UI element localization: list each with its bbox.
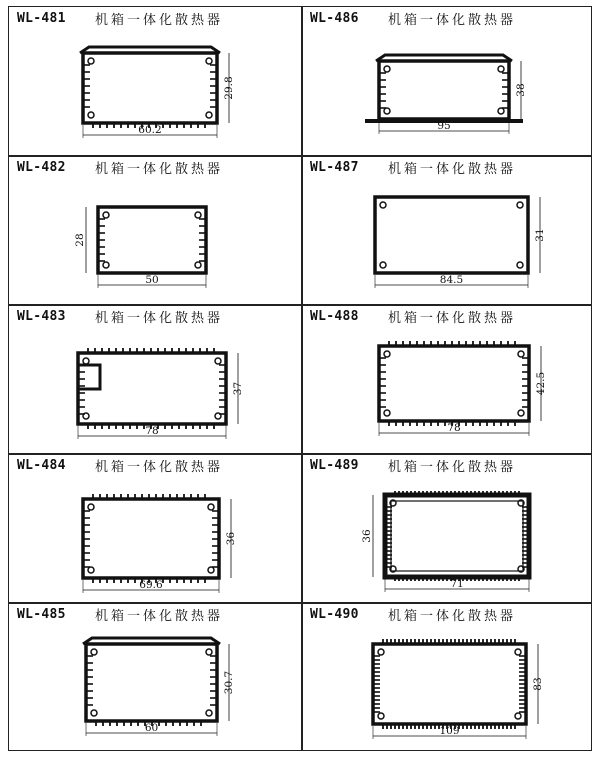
screw-boss xyxy=(517,262,523,268)
profile-code: WL-488 xyxy=(310,309,359,324)
screw-boss xyxy=(91,710,97,716)
screw-boss xyxy=(215,413,221,419)
profile-title: 机箱一体化散热器 xyxy=(388,609,517,624)
profile-cell-wl-481 xyxy=(9,7,301,156)
dimension-height-label: 38 xyxy=(515,83,527,97)
screw-boss xyxy=(384,410,390,416)
profile-title: 机箱一体化散热器 xyxy=(95,162,224,177)
housing-wall xyxy=(385,495,529,577)
profile-outline xyxy=(379,341,529,426)
screw-boss xyxy=(515,649,521,655)
screw-boss xyxy=(517,202,523,208)
profile-code: WL-486 xyxy=(310,11,359,26)
profile-title: 机箱一体化散热器 xyxy=(95,13,224,28)
profile-drawing xyxy=(9,603,301,752)
profile-drawing xyxy=(302,156,594,305)
screw-boss xyxy=(195,212,201,218)
dimension-height-label: 83 xyxy=(532,677,544,691)
dimension-height-label: 30.7 xyxy=(223,670,235,695)
profile-cell-wl-485 xyxy=(9,603,301,752)
profile-outline xyxy=(373,639,526,729)
screw-boss xyxy=(83,358,89,364)
profile-code: WL-482 xyxy=(17,160,66,175)
profile-cell-wl-486 xyxy=(302,7,594,156)
profile-title: 机箱一体化散热器 xyxy=(388,311,517,326)
screw-boss xyxy=(206,649,212,655)
dimension-width-label: 50 xyxy=(145,274,159,286)
screw-boss xyxy=(378,713,384,719)
profile-cell-wl-482 xyxy=(9,156,301,305)
profile-drawing xyxy=(9,156,301,305)
profile-drawing xyxy=(302,305,594,454)
profile-title: 机箱一体化散热器 xyxy=(95,311,224,326)
profile-outline xyxy=(375,197,528,273)
profile-cell-wl-490 xyxy=(302,603,594,752)
housing-wall xyxy=(83,499,219,578)
screw-boss xyxy=(515,713,521,719)
screw-boss xyxy=(195,262,201,268)
screw-boss xyxy=(498,66,504,72)
screw-boss xyxy=(498,108,504,114)
screw-boss xyxy=(83,413,89,419)
profile-title: 机箱一体化散热器 xyxy=(388,162,517,177)
profile-outline xyxy=(83,494,219,583)
screw-boss xyxy=(384,108,390,114)
dimension-width-label: 78 xyxy=(145,425,159,437)
screw-boss xyxy=(88,112,94,118)
dimension-width-label: 60 xyxy=(144,722,159,734)
screw-boss xyxy=(380,202,386,208)
profile-drawing xyxy=(302,7,594,156)
dimension-width-label: 78 xyxy=(447,422,461,434)
dimension-height-label: 37 xyxy=(232,381,244,396)
screw-boss xyxy=(206,112,212,118)
screw-boss xyxy=(384,351,390,357)
housing-wall xyxy=(83,53,217,123)
profile-catalog-grid xyxy=(8,6,592,751)
profile-code: WL-489 xyxy=(310,458,359,473)
screw-boss xyxy=(88,567,94,573)
dimension-height-label: 31 xyxy=(534,228,546,242)
profile-title: 机箱一体化散热器 xyxy=(388,13,517,28)
housing-wall xyxy=(375,197,528,273)
screw-boss xyxy=(103,262,109,268)
dimension-height-label: 42.5 xyxy=(535,371,547,396)
profile-outline xyxy=(98,207,206,273)
profile-title: 机箱一体化散热器 xyxy=(388,460,517,475)
screw-boss xyxy=(88,58,94,64)
screw-boss xyxy=(518,351,524,357)
profile-cell-wl-484 xyxy=(9,454,301,603)
screw-boss xyxy=(206,58,212,64)
profile-drawing xyxy=(302,454,594,603)
profile-outline xyxy=(365,55,523,123)
screw-boss xyxy=(88,504,94,510)
profile-cell-wl-488 xyxy=(302,305,594,454)
dimension-width-label: 69.6 xyxy=(139,579,163,591)
profile-drawing xyxy=(9,454,301,603)
profile-outline xyxy=(385,491,529,581)
housing-wall xyxy=(379,61,509,119)
housing-wall xyxy=(373,644,526,724)
housing-wall xyxy=(379,346,529,421)
screw-boss xyxy=(518,410,524,416)
screw-boss xyxy=(378,649,384,655)
profile-cell-wl-487 xyxy=(302,156,594,305)
profile-cell-wl-483 xyxy=(9,305,301,454)
screw-boss xyxy=(208,504,214,510)
profile-title: 机箱一体化散热器 xyxy=(95,609,224,624)
dimension-width-label: 95 xyxy=(437,120,451,132)
profile-code: WL-490 xyxy=(310,607,359,622)
profile-code: WL-485 xyxy=(17,607,66,622)
housing-wall xyxy=(86,644,217,721)
housing-wall xyxy=(98,207,206,273)
screw-boss xyxy=(206,710,212,716)
dimension-height-label: 29.8 xyxy=(223,76,235,100)
screw-boss xyxy=(91,649,97,655)
screw-boss xyxy=(380,262,386,268)
dimension-height-label: 36 xyxy=(225,531,237,546)
screw-boss xyxy=(103,212,109,218)
screw-boss xyxy=(215,358,221,364)
profile-code: WL-483 xyxy=(17,309,66,324)
profile-drawing xyxy=(9,305,301,454)
dimension-height-label: 36 xyxy=(361,529,373,543)
profile-code: WL-481 xyxy=(17,11,66,26)
dimension-height-label: 28 xyxy=(74,233,86,247)
inner-wall xyxy=(391,501,523,571)
dimension-width-label: 109 xyxy=(439,725,460,737)
profile-drawing xyxy=(302,603,594,752)
profile-outline xyxy=(83,638,220,726)
profile-cell-wl-489 xyxy=(302,454,594,603)
dimension-width-label: 60.2 xyxy=(138,124,162,136)
dimension-width-label: 84.5 xyxy=(439,274,464,286)
profile-drawing xyxy=(9,7,301,156)
profile-code: WL-487 xyxy=(310,160,359,175)
profile-outline xyxy=(80,47,220,128)
profile-outline xyxy=(78,348,226,429)
screw-boss xyxy=(208,567,214,573)
screw-boss xyxy=(384,66,390,72)
profile-title: 机箱一体化散热器 xyxy=(95,460,224,475)
profile-code: WL-484 xyxy=(17,458,66,473)
dimension-width-label: 71 xyxy=(450,578,464,590)
